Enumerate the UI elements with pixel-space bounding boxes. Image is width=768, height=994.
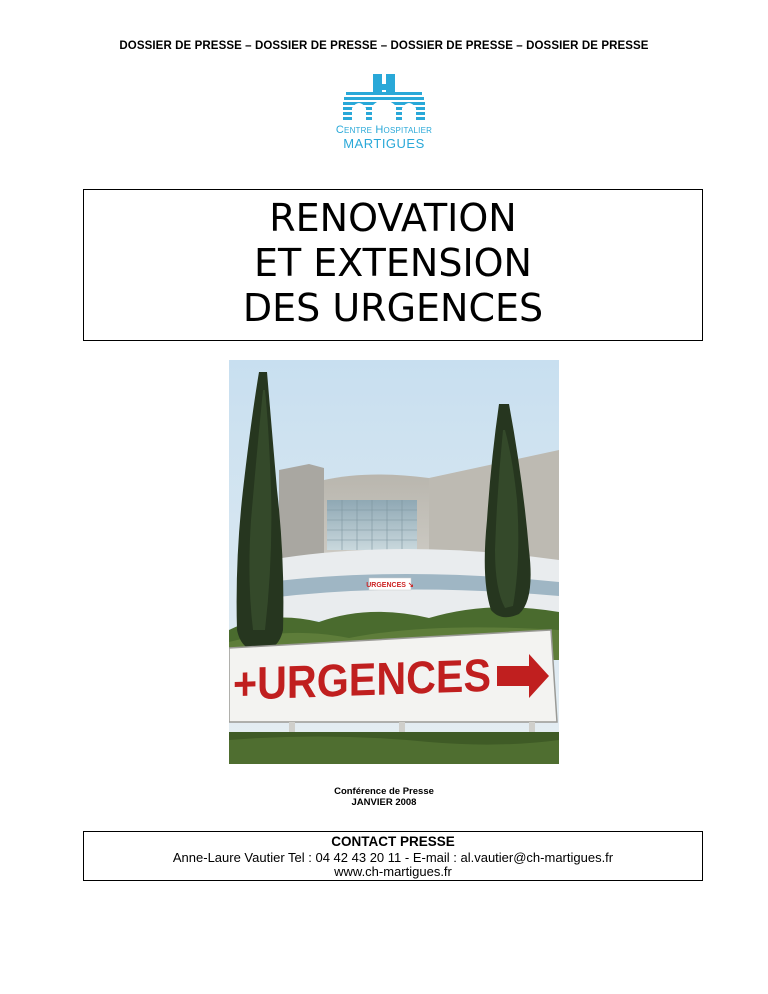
svg-text:URGENCES ↘: URGENCES ↘ <box>366 582 414 589</box>
contact-title: CONTACT PRESSE <box>331 834 455 849</box>
logo-text-centre-hospitalier: Centre Hospitalier <box>335 124 433 136</box>
title-line-1: RENOVATION <box>269 196 517 240</box>
press-kit-banner: DOSSIER DE PRESSE – DOSSIER DE PRESSE – DOSSIER DE PRESSE – DOSSIER DE PRESSE <box>119 40 649 52</box>
emergency-building-photo <box>229 360 559 764</box>
title-box <box>83 189 703 341</box>
logo-text-martigues: MARTIGUES <box>343 136 425 151</box>
contact-box <box>83 831 703 881</box>
date-caption: JANVIER 2008 <box>351 797 417 808</box>
title-line-2: ET EXTENSION <box>254 241 532 285</box>
sign-text: +URGENCES <box>233 647 521 710</box>
title-line-3: DES URGENCES <box>242 286 544 330</box>
hospital-logo-icon <box>320 70 448 126</box>
conference-caption: Conférence de Presse <box>334 786 434 797</box>
contact-details: Anne-Laure Vautier Tel : 04 42 43 20 11 - E-mail : al.vautier@ch-martigues.fr <box>172 850 614 865</box>
contact-website-link[interactable]: www.ch-martigues.fr <box>334 864 452 879</box>
